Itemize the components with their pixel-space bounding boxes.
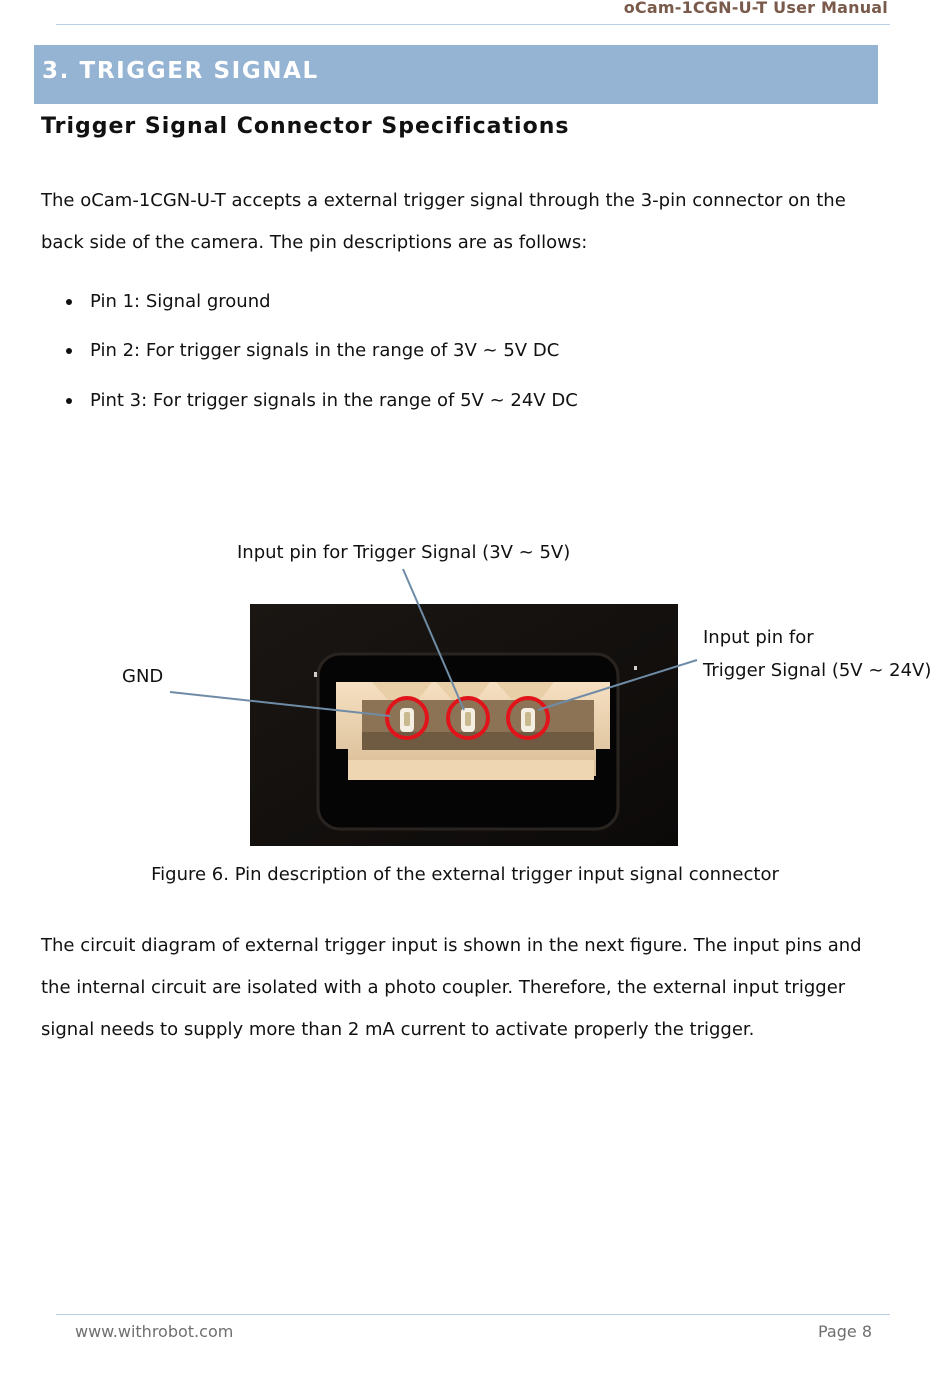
intro-paragraph: The oCam-1CGN-U-T accepts a external trigger signal through the 3-pin connector on the back side of the camera. The pin descriptions are as follows: — [41, 190, 846, 253]
list-item — [90, 339, 559, 363]
page-number: Page 8 — [818, 1322, 872, 1341]
section-heading-band — [34, 45, 878, 104]
list-item-text: Pin 1: Signal ground — [90, 291, 271, 312]
bullet-icon — [66, 299, 72, 305]
label-gnd: GND — [122, 666, 164, 687]
label-pin3-line1: Input pin for — [703, 627, 814, 648]
label-pin2-trigger: Input pin for Trigger Signal (3V ~ 5V) — [237, 542, 571, 563]
list-item — [90, 389, 578, 413]
list-item-text: Pint 3: For trigger signals in the range of 5V ~ 24V DC — [90, 390, 578, 411]
body-paragraph: The circuit diagram of external trigger input is shown in the next figure. The input pins and the internal circuit are isolated with a photo coupler. Therefore, the external input trigger signal needs to supply more than 2 mA current to activate properly the trigger. — [41, 935, 862, 1040]
bullet-icon — [66, 398, 72, 404]
connector-photo — [250, 604, 678, 846]
subsection-title: Trigger Signal Connector Specifications — [41, 114, 570, 139]
label-pin3-line2: Trigger Signal (5V ~ 24V) — [703, 660, 932, 681]
document-header-title: oCam-1CGN-U-T User Manual — [623, 0, 888, 17]
bullet-icon — [66, 348, 72, 354]
footer-website-link[interactable]: www.withrobot.com — [75, 1322, 234, 1341]
section-title: 3. TRIGGER SIGNAL — [42, 58, 319, 84]
footer-divider — [56, 1314, 890, 1315]
list-item — [90, 290, 271, 314]
header-divider — [56, 24, 890, 25]
list-item-text: Pin 2: For trigger signals in the range of 3V ~ 5V DC — [90, 340, 560, 361]
figure-caption: Figure 6. Pin description of the external trigger input signal connector — [151, 864, 779, 885]
